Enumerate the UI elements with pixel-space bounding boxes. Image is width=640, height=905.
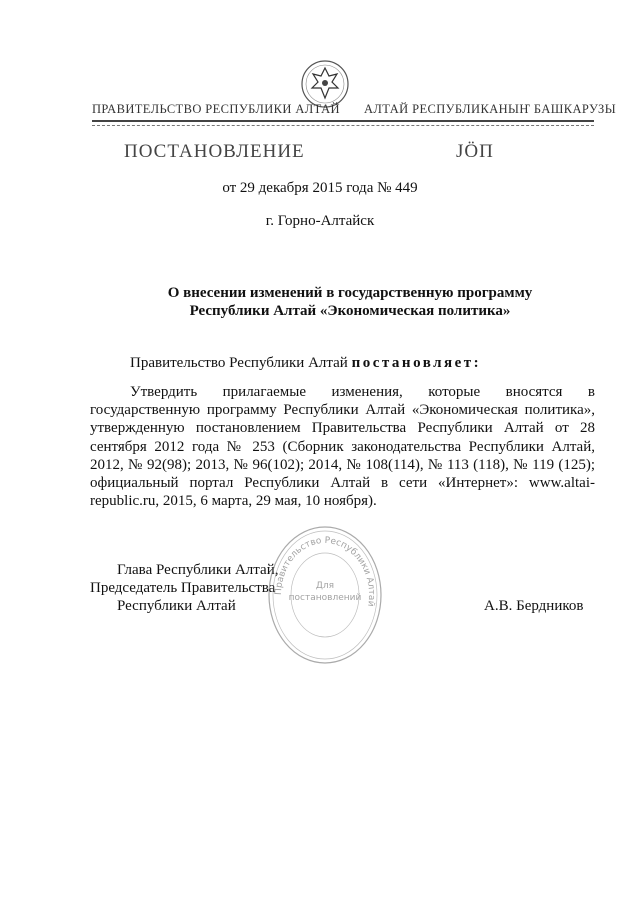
signatory-title-line-2: Председатель Правительства <box>90 580 276 596</box>
preamble-text: Правительство Республики Алтай <box>130 355 352 371</box>
signatory-title-line-1: Глава Республики Алтай, <box>117 562 279 578</box>
document-subject <box>100 284 600 320</box>
official-stamp <box>265 520 385 670</box>
header-left-title: ПРАВИТЕЛЬСТВО РЕСПУБЛИКИ АЛТАЙ <box>92 102 340 116</box>
stamp-center-line-1: Для <box>315 581 335 591</box>
document-date-number: от 29 декабря 2015 года № 449 <box>222 180 418 196</box>
signatory-name: А.В. Бердников <box>484 598 584 614</box>
document-type-alt: JӦП <box>456 141 494 162</box>
document-city: г. Горно-Алтайск <box>265 213 375 229</box>
subject-line-2: Республики Алтай «Экономическая политика» <box>189 303 511 319</box>
preamble-verb: постановляет: <box>351 355 482 371</box>
body-paragraph: Утвердить прилагаемые изменения, которые вносятся в государственную программу Республики Алтай «Экономическая политика», утвержденную постановлением Правительства Республики Алтай от 28 сентября 2012 года № 253 (Сборник законодательства Республики Алтай, 2012, № 92(98); 2013, № 96(102); 2014, № 108(114), № 113 (118), № 119 (125); официальный портал Республики Алтай в сети «Интернет»: www.altai-republic.ru, 2015, 6 марта, 29 мая, 10 ноября). <box>90 384 595 510</box>
document-type: ПОСТАНОВЛЕНИЕ <box>124 141 305 162</box>
stamp-center-line-2: постановлений <box>288 593 362 603</box>
header-rule <box>92 120 594 122</box>
body-paragraph-container <box>90 383 595 510</box>
stamp-ring-text: Правительство Республики Алтай <box>273 535 377 608</box>
subject-line-1: О внесении изменений в государственную программу <box>167 285 533 301</box>
signatory-title-line-3: Республики Алтай <box>117 598 236 614</box>
preamble <box>130 355 481 372</box>
header-right-title: АЛТАЙ РЕСПУБЛИКАНЫҤ БАШКАРУЗЫ <box>364 102 617 116</box>
header-rule-dashed <box>92 125 594 126</box>
